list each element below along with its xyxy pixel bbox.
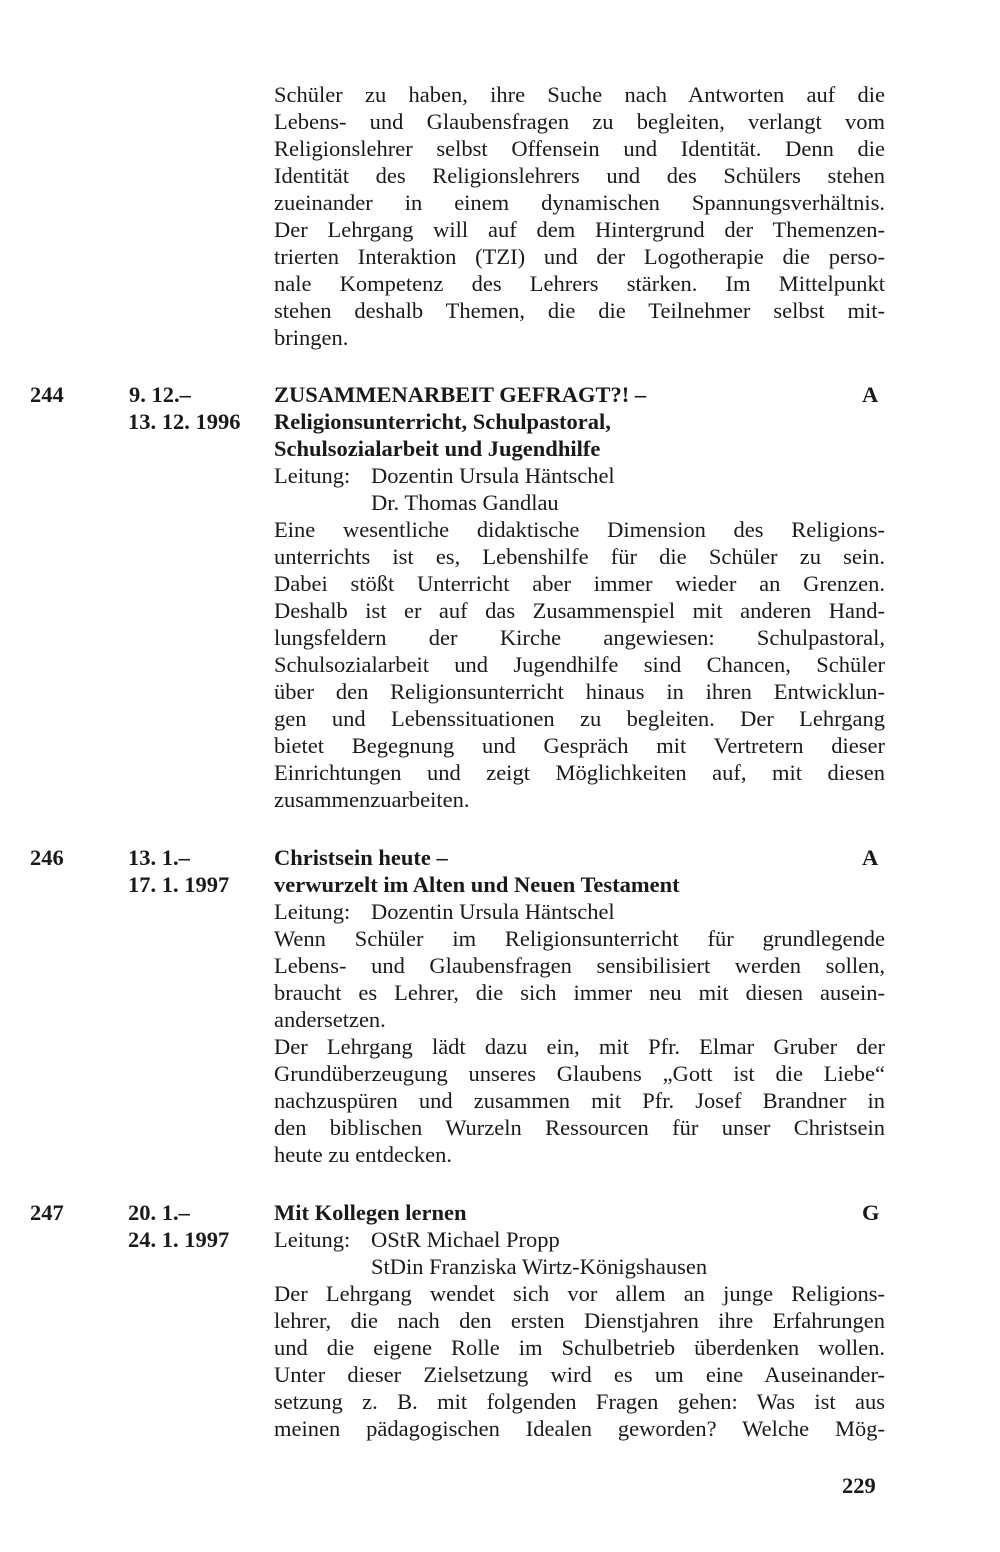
course-title: verwurzelt im Alten und Neuen Testament — [274, 872, 680, 897]
course-body-line: gen und Lebenssituationen zu begleiten. Der Lehrgang — [274, 706, 885, 731]
course-title: Religionsunterricht, Schulpastoral, — [274, 409, 611, 434]
course-date-start: 9. 12.– — [129, 382, 191, 407]
course-body-line: Unter dieser Zielsetzung wird es um eine Auseinander- — [274, 1362, 885, 1387]
course-body-line: lungsfeldern der Kirche angewiesen: Schulpastoral, — [274, 625, 885, 650]
course-body-line: Grundüberzeugung unseres Glaubens „Gott ist die Liebe“ — [274, 1061, 885, 1086]
course-body-line: lehrer, die nach den ersten Dienstjahren ihre Erfahrungen — [274, 1308, 885, 1333]
intro-line: Religionslehrer selbst Offensein und Identität. Denn die — [274, 136, 885, 161]
course-title: Mit Kollegen lernen — [274, 1200, 467, 1225]
leitung-name: Dozentin Ursula Häntschel — [371, 463, 615, 488]
course-body-line: Eine wesentliche didaktische Dimension des Religions- — [274, 517, 885, 542]
course-title: ZUSAMMENARBEIT GEFRAGT?! – — [274, 382, 647, 407]
course-body-line: heute zu entdecken. — [274, 1142, 453, 1167]
intro-line: Identität des Religionslehrers und des Schülers stehen — [274, 163, 885, 188]
course-body-line: Deshalb ist er auf das Zusammenspiel mit anderen Hand- — [274, 598, 885, 623]
course-title: Schulsozialarbeit und Jugendhilfe — [274, 436, 601, 461]
leitung-name: Dr. Thomas Gandlau — [371, 490, 559, 515]
course-date-end: 17. 1. 1997 — [128, 872, 230, 897]
course-body-line: über den Religionsunterricht hinaus in ihren Entwicklun- — [274, 679, 885, 704]
course-body-line: Wenn Schüler im Religionsunterricht für grundlegende — [274, 926, 885, 951]
course-date-end: 13. 12. 1996 — [128, 409, 241, 434]
course-body-line: Einrichtungen und zeigt Möglichkeiten auf, mit diesen — [274, 760, 885, 785]
course-date-end: 24. 1. 1997 — [128, 1227, 230, 1252]
course-body-line: Schulsozialarbeit und Jugendhilfe sind Chancen, Schüler — [274, 652, 885, 677]
course-title: Christsein heute – — [274, 845, 448, 870]
course-number: 246 — [30, 845, 64, 870]
leitung-name: Dozentin Ursula Häntschel — [371, 899, 615, 924]
leitung-name: OStR Michael Propp — [371, 1227, 560, 1252]
course-category: A — [862, 382, 879, 407]
course-body-line: Der Lehrgang wendet sich vor allem an junge Religions- — [274, 1281, 885, 1306]
intro-line: nale Kompetenz des Lehrers stärken. Im Mittelpunkt — [274, 271, 885, 296]
page-number: 229 — [842, 1473, 876, 1498]
intro-line: bringen. — [274, 325, 349, 350]
course-number: 244 — [30, 382, 64, 407]
course-body-line: zusammenzuarbeiten. — [274, 787, 470, 812]
leitung-label: Leitung: — [274, 1227, 351, 1252]
course-category: A — [862, 845, 879, 870]
course-date-start: 13. 1.– — [128, 845, 190, 870]
course-body-line: den biblischen Wurzeln Ressourcen für unser Christsein — [274, 1115, 885, 1140]
intro-line: stehen deshalb Themen, die die Teilnehmer selbst mit- — [274, 298, 885, 323]
course-body-line: braucht es Lehrer, die sich immer neu mit diesen ausein- — [274, 980, 885, 1005]
course-body-line: nachzuspüren und zusammen mit Pfr. Josef Brandner in — [274, 1088, 885, 1113]
course-date-start: 20. 1.– — [128, 1200, 190, 1225]
course-body-line: setzung z. B. mit folgenden Fragen gehen: Was ist aus — [274, 1389, 885, 1414]
course-body-line: Der Lehrgang lädt dazu ein, mit Pfr. Elmar Gruber der — [274, 1034, 885, 1059]
intro-line: Schüler zu haben, ihre Suche nach Antworten auf die — [274, 82, 885, 107]
leitung-label: Leitung: — [274, 899, 351, 924]
course-body-line: Lebens- und Glaubensfragen sensibilisiert werden sollen, — [274, 953, 885, 978]
intro-line: zueinander in einem dynamischen Spannungsverhältnis. — [274, 190, 885, 215]
course-body-line: und die eigene Rolle im Schulbetrieb überdenken wollen. — [274, 1335, 885, 1360]
course-body-line: bietet Begegnung und Gespräch mit Vertretern dieser — [274, 733, 885, 758]
course-body-line: andersetzen. — [274, 1007, 386, 1032]
intro-line: Lebens- und Glaubensfragen zu begleiten, verlangt vom — [274, 109, 885, 134]
course-category: G — [862, 1200, 880, 1225]
course-body-line: Dabei stößt Unterricht aber immer wieder an Grenzen. — [274, 571, 885, 596]
course-body-line: meinen pädagogischen Idealen geworden? Welche Mög- — [274, 1416, 885, 1441]
intro-line: Der Lehrgang will auf dem Hintergrund der Themenzen- — [274, 217, 885, 242]
leitung-name: StDin Franziska Wirtz-Königshausen — [371, 1254, 708, 1279]
leitung-label: Leitung: — [274, 463, 351, 488]
intro-line: trierten Interaktion (TZI) und der Logotherapie die perso- — [274, 244, 885, 269]
course-body-line: unterrichts ist es, Lebenshilfe für die Schüler zu sein. — [274, 544, 885, 569]
course-number: 247 — [30, 1200, 64, 1225]
